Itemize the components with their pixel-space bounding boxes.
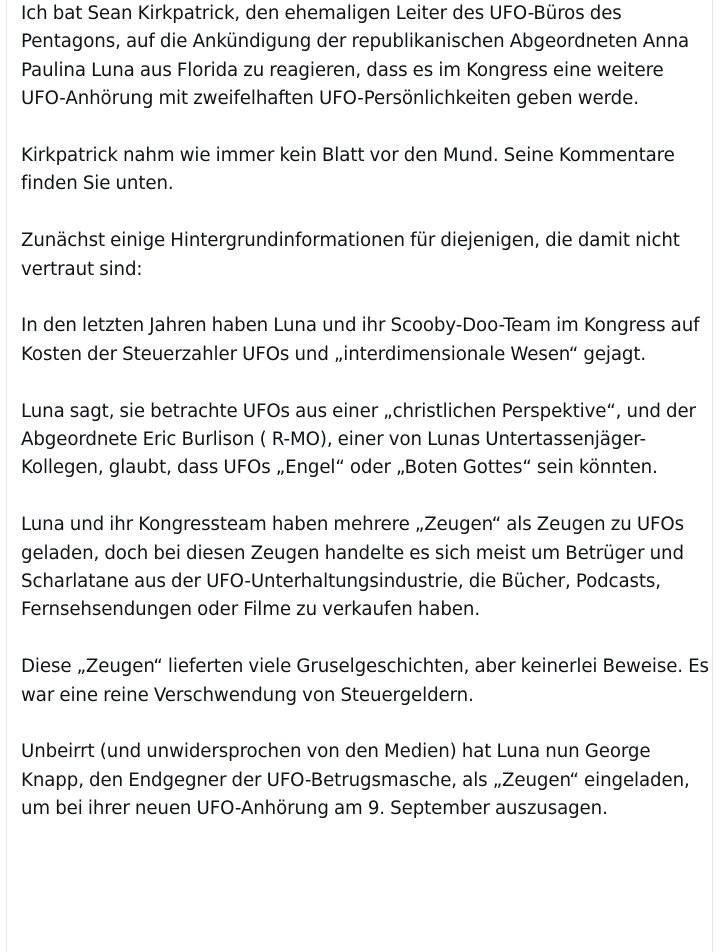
post-text bbox=[21, 0, 711, 852]
post-paragraph-4: In den letzten Jahren haben Luna und ihr Scooby-Doo-Team im Kongress auf Kosten der Steuerzahler UFOs und „interdimensionale Wesen“ gejagt. bbox=[21, 315, 700, 365]
post-paragraph-5: Luna sagt, sie betrachte UFOs aus einer „christlichen Perspektive“, und der Abgeordnete Eric Burlison ( R-MO), einer von Lunas Untertassenjäger-Kollegen, glaubt, dass UFOs „Engel“ oder „Boten Gottes“ sein könnten. bbox=[21, 400, 696, 479]
post-paragraph-6: Luna und ihr Kongressteam haben mehrere „Zeugen“ als Zeugen zu UFOs geladen, doch bei diesen Zeugen handelte es sich meist um Betrüger und Scharlatane aus der UFO-Unterhaltungsindustrie, die Bücher, Podcasts, Fernsehsendungen oder Filme zu verkaufen haben. bbox=[21, 514, 685, 621]
post-container bbox=[6, 0, 713, 952]
post-paragraph-1: Ich bat Sean Kirkpatrick, den ehemaligen Leiter des UFO-Büros des Pentagons, auf die Ankündigung der republikanischen Abgeordneten Anna Paulina Luna aus Florida zu reagieren, dass es im Kongress eine weitere UFO-Anhörung mit zweifelhaften UFO-Persönlichkeiten geben werde. bbox=[21, 3, 690, 110]
post-paragraph-3: Zunächst einige Hintergrundinformationen für diejenigen, die damit nicht vertraut sind: bbox=[21, 230, 680, 280]
post-paragraph-2: Kirkpatrick nahm wie immer kein Blatt vor den Mund. Seine Kommentare finden Sie unten. bbox=[21, 145, 675, 195]
post-paragraph-8: Unbeirrt (und unwidersprochen von den Medien) hat Luna nun George Knapp, den Endgegner der UFO-Betrugsmasche, als „Zeugen“ eingeladen, um bei ihrer neuen UFO-Anhörung am 9. September auszusagen. bbox=[21, 741, 690, 820]
post-paragraph-7: Diese „Zeugen“ lieferten viele Gruselgeschichten, aber keinerlei Beweise. Es war eine reine Verschwendung von Steuergeldern. bbox=[21, 656, 709, 706]
